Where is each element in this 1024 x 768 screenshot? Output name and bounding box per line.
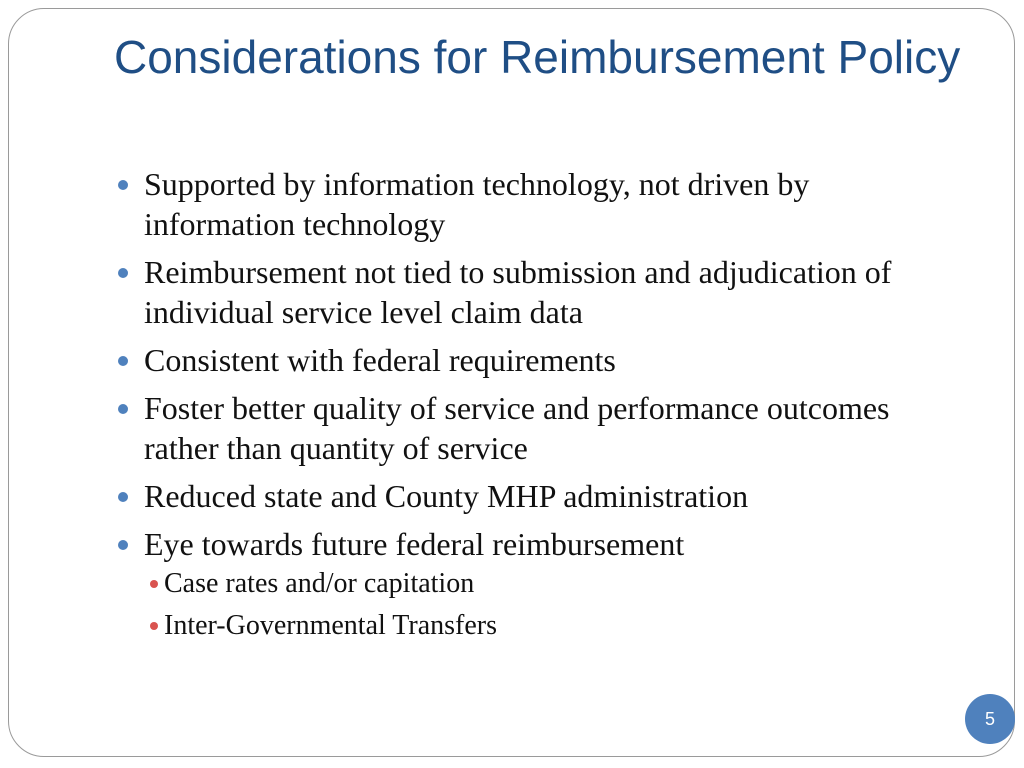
- bullet-text: Supported by information technology, not driven by information technology: [144, 166, 810, 242]
- bullet-item: [118, 388, 938, 468]
- bullet-marker-icon: [118, 180, 128, 190]
- bullet-text: Eye towards future federal reimbursement: [144, 526, 685, 562]
- bullet-text: Foster better quality of service and performance outcomes rather than quantity of service: [144, 390, 890, 466]
- sub-bullet-text: Inter-Governmental Transfers: [164, 610, 498, 641]
- slide-title: Considerations for Reimbursement Policy: [114, 31, 961, 83]
- sub-bullet-marker-icon: [150, 580, 158, 588]
- bullet-marker-icon: [118, 540, 128, 550]
- sub-bullet-item: [144, 566, 938, 602]
- bullet-text: Reimbursement not tied to submission and adjudication of individual service level claim data: [144, 254, 892, 330]
- sub-bullet-text: Case rates and/or capitation: [164, 568, 475, 599]
- bullet-marker-icon: [118, 356, 128, 366]
- bullet-item: [118, 476, 938, 516]
- bullet-item: [118, 164, 938, 244]
- bullet-list: [118, 164, 938, 652]
- bullet-text: Reduced state and County MHP administration: [144, 478, 749, 514]
- sub-bullet-item: [144, 608, 938, 644]
- bullet-marker-icon: [118, 268, 128, 278]
- bullet-marker-icon: [118, 404, 128, 414]
- sub-bullet-list: [144, 566, 938, 644]
- bullet-item: [118, 252, 938, 332]
- bullet-item: [118, 340, 938, 380]
- sub-bullet-marker-icon: [150, 622, 158, 630]
- bullet-item: [118, 524, 938, 644]
- page-number-badge: 5: [965, 694, 1015, 744]
- bullet-marker-icon: [118, 492, 128, 502]
- bullet-text: Consistent with federal requirements: [144, 342, 616, 378]
